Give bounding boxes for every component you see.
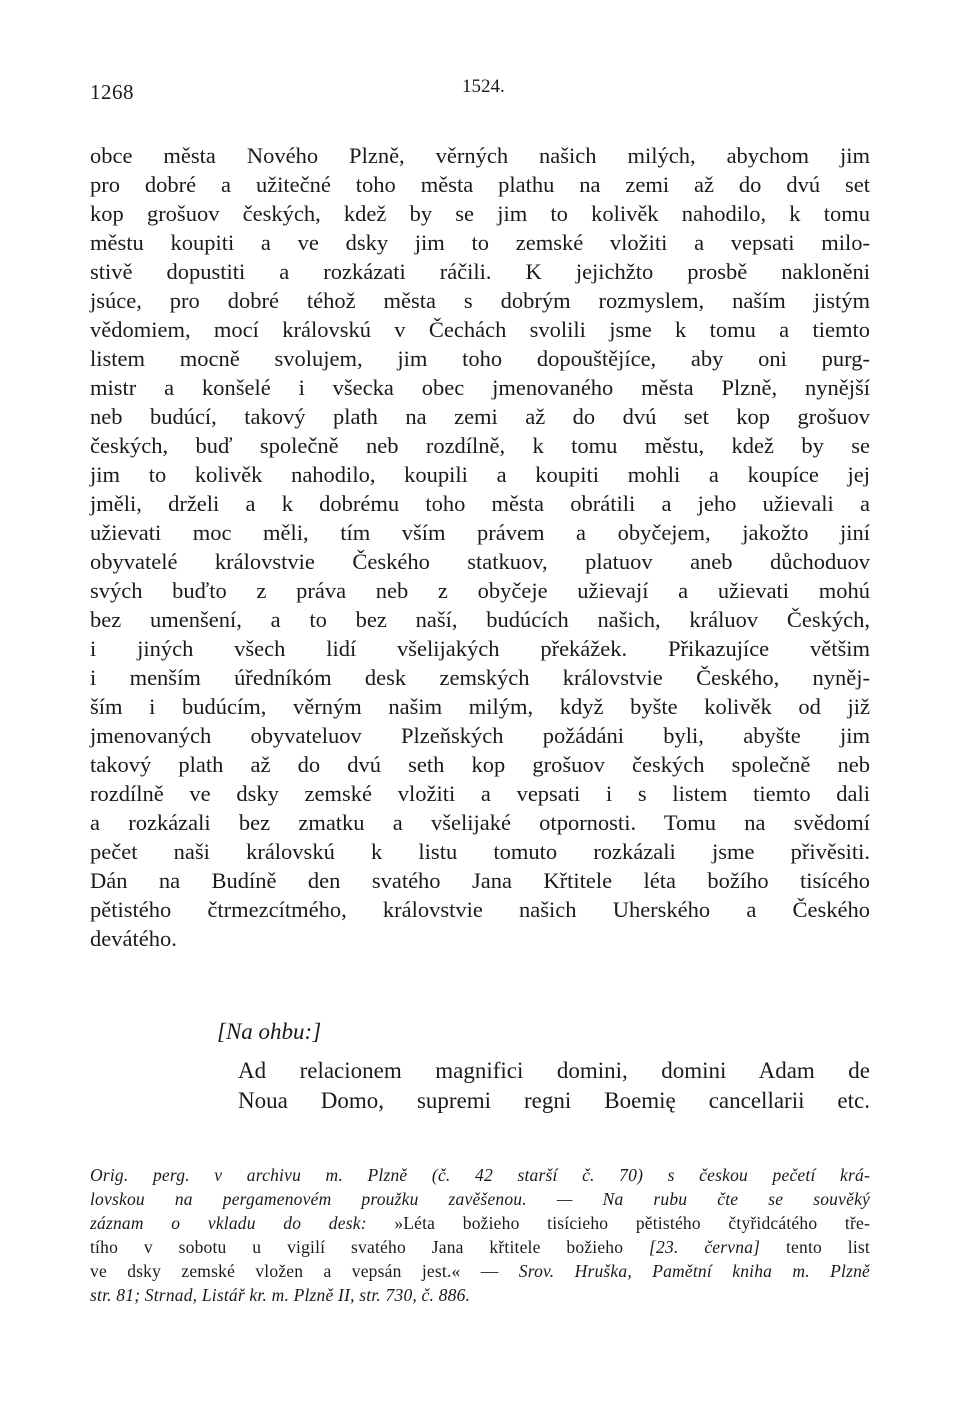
endorsement-line: Noua Domo, supremi regni Boemię cancellarii etc. — [238, 1088, 870, 1113]
text-line: obce města Nového Plzně, věrných našich milých, abychom jim — [90, 143, 870, 168]
note-line — [90, 1187, 870, 1211]
text-line: i jiných všech lidí všelijakých překážek. Přikazujíce většim — [90, 636, 870, 661]
text-line: městu koupiti a ve dsky jim to zemské vložiti a vepsati milo- — [90, 230, 870, 255]
text-line: i menším úředníkóm desk zemských královstvie Českého, nyněj- — [90, 665, 870, 690]
text-line: kop grošuov českých, kdež by se jim to kolivěk nahodilo, k tomu — [90, 201, 870, 226]
note-date: [23. června] — [649, 1237, 761, 1257]
text-line: obyvatelé královstvie Českého statkuov, platuov aneb důchoduov — [90, 549, 870, 574]
note-quote: »Léta božieho tisícieho pětistého čtyřidcátého tře- — [366, 1213, 870, 1233]
text-line: rozdílně ve dsky zemské vložiti a vepsati i s listem tiemto dali — [90, 781, 870, 806]
text-line: takový plath až do dvú seth kop grošuov českých společně neb — [90, 752, 870, 777]
editorial-note — [90, 1163, 870, 1307]
note-line — [90, 1283, 870, 1307]
note-quote: tento list — [760, 1237, 870, 1257]
note-line — [90, 1163, 870, 1187]
text-line: devátého. — [90, 926, 177, 951]
text-line: českých, buď společně neb rozdílně, k tomu městu, kdež by se — [90, 433, 870, 458]
endorsement-label: [Na ohbu:] — [217, 1019, 322, 1044]
text-line: stivě dopustiti a rozkázati ráčili. K jejichžto prosbě nakloněni — [90, 259, 870, 284]
text-line: Dán na Budíně den svatého Jana Křtitele léta božího tisícého — [90, 868, 870, 893]
text-line: pro dobré a užitečné toho města plathu na zemi až do dvú set — [90, 172, 870, 197]
charter-text — [90, 141, 870, 953]
endorsement-text — [238, 1056, 870, 1116]
note-quote: ve dsky zemské vložen a vepsán jest.« — — [90, 1261, 519, 1281]
note-citation: str. 81; Strnad, Listář kr. m. Plzně II, str. 730, č. 886. — [90, 1285, 471, 1305]
text-line: jměli, drželi a k dobrému toho města obrátili a jeho užievali a — [90, 491, 870, 516]
text-line: bez umenšení, a to bez naší, budúcích našich, králuov Českých, — [90, 607, 870, 632]
running-head-year: 1524. — [462, 76, 505, 97]
note-segment: záznam o vkladu do desk: — [90, 1213, 367, 1233]
note-line — [90, 1211, 870, 1235]
note-quote: tího v sobotu u vigilí svatého Jana křtitele božieho — [90, 1237, 650, 1257]
text-line: mistr a konšelé i všecka obec jmenovaného města Plzně, nynější — [90, 375, 870, 400]
text-line: neb budúcí, takový plath na zemi až do dvú set kop grošuov — [90, 404, 870, 429]
endorsement-line: Ad relacionem magnifici domini, domini Adam de — [238, 1058, 870, 1083]
text-line: pětistého čtrmezcítmého, královstvie našich Uherského a Českého — [90, 897, 870, 922]
text-line: listem mocně svolujem, jim toho dopouštějíce, aby oni purg- — [90, 346, 870, 371]
note-segment: lovskou na pergamenovém proužku zavěšenou. — Na rubu čte se souvěký — [90, 1189, 870, 1209]
text-line: pečet naši královskú k listu tomuto rozkázali jsme přivěsiti. — [90, 839, 870, 864]
text-line: jmenovaných obyvateluov Plzeňských požádáni byli, abyšte jim — [90, 723, 870, 748]
note-citation: Srov. Hruška, Pamětní kniha m. Plzně — [518, 1261, 870, 1281]
text-line: vědomiem, mocí královskú v Čechách svolili jsme k tomu a tiemto — [90, 317, 870, 342]
note-line — [90, 1259, 870, 1283]
page-header — [90, 76, 870, 110]
text-line: svých buďto z práva neb z obyčeje užievají a užievati mohú — [90, 578, 870, 603]
note-segment: Orig. perg. v archivu m. Plzně (č. 42 starší č. 70) s českou pečetí krá- — [90, 1165, 870, 1185]
text-line: a rozkázali bez zmatku a všelijaké otpornosti. Tomu na svědomí — [90, 810, 870, 835]
text-line: jim to kolivěk nahodilo, koupili a koupiti mohli a koupíce jej — [90, 462, 870, 487]
text-line: užievati moc měli, tím vším právem a obyčejem, jakožto jiní — [90, 520, 870, 545]
text-line: ším i budúcím, věrným našim milým, když byšte kolivěk od již — [90, 694, 870, 719]
note-line — [90, 1235, 870, 1259]
page-number: 1268 — [90, 80, 134, 104]
text-line: jsúce, pro dobré téhož města s dobrým rozmyslem, naším jistým — [90, 288, 870, 313]
